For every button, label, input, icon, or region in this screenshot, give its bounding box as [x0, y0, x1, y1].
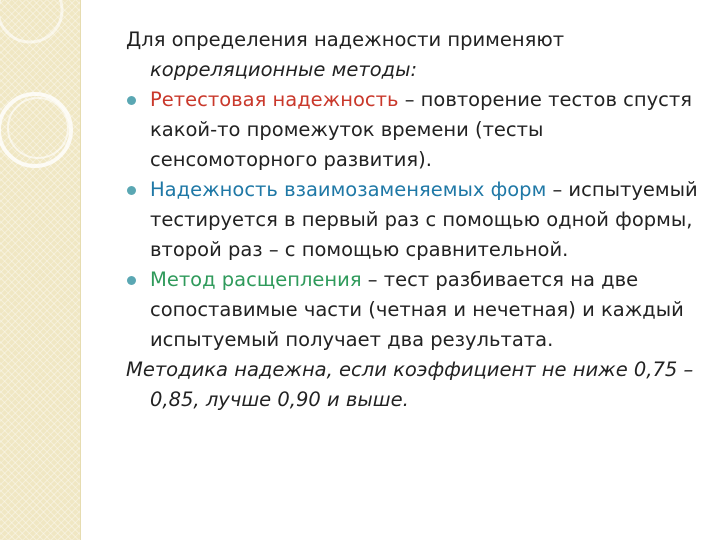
bullet-dot-icon	[127, 276, 136, 285]
conclusion-text: Методика надежна, если коэффициент не ниже 0,75 – 0,85, лучше 0,90 и выше.	[126, 358, 694, 411]
bullet-item-forms	[126, 175, 706, 265]
slide-content	[126, 25, 706, 415]
bullet-dot-icon	[127, 186, 136, 195]
intro-paragraph	[126, 25, 706, 85]
desc-split: – тест разбивается на две сопоставимые части (четная и нечетная) и каждый испытуемый получает два результата.	[150, 268, 684, 351]
term-forms: Надежность взаимозаменяемых форм	[150, 178, 547, 201]
conclusion-paragraph	[126, 355, 706, 415]
desc-forms: – испытуемый тестируется в первый раз с помощью одной формы, второй раз – с помощью сравнительной.	[150, 178, 698, 261]
intro-italic: корреляционные методы:	[150, 58, 418, 81]
bullet-item-retest	[126, 85, 706, 175]
intro-text: Для определения надежности применяют	[126, 28, 565, 51]
bullet-item-split	[126, 265, 706, 355]
circle-ornament-icon	[0, 0, 80, 540]
term-retest: Ретестовая надежность	[150, 88, 399, 111]
desc-retest: – повторение тестов спустя какой-то промежуток времени (тесты сенсомоторного развития).	[150, 88, 692, 171]
term-split: Метод расщепления	[150, 268, 362, 291]
bullet-dot-icon	[127, 96, 136, 105]
decorative-sidebar	[0, 0, 81, 540]
